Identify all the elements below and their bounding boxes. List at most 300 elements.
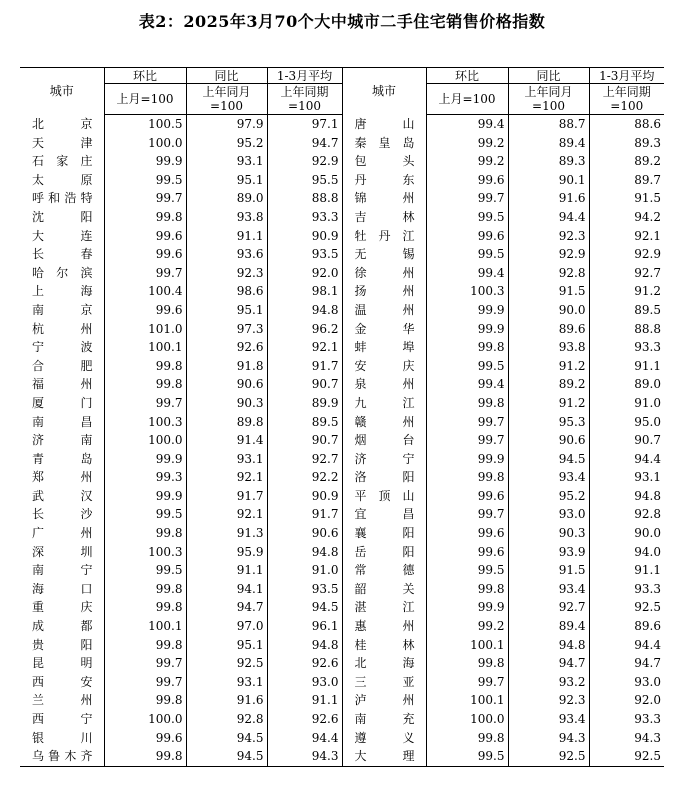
right-mom-value: 100.0 — [426, 710, 508, 729]
left-yoy-value: 93.6 — [186, 245, 267, 264]
left-mom-value: 100.1 — [104, 617, 186, 636]
left-avg-value: 93.5 — [267, 245, 342, 264]
right-yoy-value: 94.4 — [508, 208, 589, 227]
header-yoy-base-right: 上年同月 =100 — [508, 84, 589, 115]
left-avg-value: 94.7 — [267, 134, 342, 153]
table-row — [20, 543, 664, 562]
left-avg-value: 94.8 — [267, 543, 342, 562]
left-city-name: 南宁 — [20, 561, 104, 580]
right-city-name: 泸州 — [342, 691, 426, 710]
table-row — [20, 598, 664, 617]
right-city-name: 徐州 — [342, 264, 426, 283]
left-mom-value: 99.6 — [104, 245, 186, 264]
left-mom-value: 99.6 — [104, 227, 186, 246]
table-row — [20, 747, 664, 766]
left-mom-value: 99.5 — [104, 171, 186, 190]
table-row — [20, 227, 664, 246]
right-avg-value: 94.2 — [634, 209, 661, 224]
right-yoy-value: 90.3 — [508, 524, 589, 543]
left-avg-value: 92.9 — [267, 152, 342, 171]
right-avg-value: 91.2 — [634, 284, 661, 299]
right-city-name: 遵义 — [342, 729, 426, 748]
right-mom-value: 99.8 — [426, 338, 508, 357]
left-avg-value: 94.8 — [267, 301, 342, 320]
left-yoy-value: 91.1 — [186, 227, 267, 246]
table-row — [20, 691, 664, 710]
right-yoy-value: 93.0 — [508, 505, 589, 524]
left-yoy-value: 94.7 — [186, 598, 267, 617]
header-avg-base-right: 上年同期 =100 — [589, 84, 664, 115]
right-mom-value: 99.4 — [426, 375, 508, 394]
table-row — [20, 468, 664, 487]
table-row — [20, 245, 664, 264]
right-city-name: 吉林 — [342, 208, 426, 227]
right-avg-value: 93.0 — [634, 674, 661, 689]
table-row — [20, 208, 664, 227]
table-row — [20, 505, 664, 524]
right-city-name: 宜昌 — [342, 505, 426, 524]
left-city-name: 太原 — [20, 171, 104, 190]
left-city-name: 沈阳 — [20, 208, 104, 227]
left-city-name: 长春 — [20, 245, 104, 264]
left-mom-value: 99.8 — [104, 598, 186, 617]
left-mom-value: 99.8 — [104, 691, 186, 710]
left-yoy-value: 95.2 — [186, 134, 267, 153]
right-avg-value: 89.2 — [634, 154, 661, 169]
header-city-left: 城市 — [20, 68, 104, 115]
left-avg-value: 95.5 — [267, 171, 342, 190]
right-mom-value: 100.1 — [426, 636, 508, 655]
right-city-name: 赣州 — [342, 413, 426, 432]
right-avg-value: 92.5 — [634, 600, 661, 615]
left-mom-value: 100.0 — [104, 134, 186, 153]
left-yoy-value: 97.9 — [186, 115, 267, 134]
header-mom-left: 环比 — [104, 68, 186, 84]
left-city-name: 昆明 — [20, 654, 104, 673]
left-mom-value: 101.0 — [104, 320, 186, 339]
right-avg-value: 94.4 — [634, 637, 661, 652]
left-avg-value: 93.3 — [267, 208, 342, 227]
right-city-name: 大理 — [342, 747, 426, 766]
right-avg-value: 91.1 — [634, 563, 661, 578]
right-avg-value: 89.7 — [634, 172, 661, 187]
right-mom-value: 99.9 — [426, 320, 508, 339]
left-avg-value: 90.6 — [267, 524, 342, 543]
left-yoy-value: 92.8 — [186, 710, 267, 729]
right-mom-value: 99.2 — [426, 134, 508, 153]
left-mom-value: 99.8 — [104, 208, 186, 227]
right-yoy-value: 93.2 — [508, 673, 589, 692]
left-yoy-value: 95.1 — [186, 301, 267, 320]
table-row — [20, 282, 664, 301]
right-city-name: 泉州 — [342, 375, 426, 394]
left-avg-value: 91.7 — [267, 505, 342, 524]
right-city-name: 岳阳 — [342, 543, 426, 562]
left-avg-value: 91.1 — [267, 691, 342, 710]
right-city-name: 桂林 — [342, 636, 426, 655]
right-city-name: 秦皇岛 — [342, 134, 426, 153]
right-yoy-value: 92.3 — [508, 691, 589, 710]
left-yoy-value: 93.1 — [186, 450, 267, 469]
right-mom-value: 99.9 — [426, 450, 508, 469]
right-city-name: 洛阳 — [342, 468, 426, 487]
right-mom-value: 99.8 — [426, 468, 508, 487]
left-avg-value: 94.3 — [267, 747, 342, 766]
left-yoy-value: 92.5 — [186, 654, 267, 673]
right-avg-value: 94.3 — [634, 730, 661, 745]
right-mom-value: 99.6 — [426, 487, 508, 506]
right-avg-value: 92.8 — [634, 507, 661, 522]
right-city-name: 无锡 — [342, 245, 426, 264]
left-yoy-value: 94.5 — [186, 747, 267, 766]
left-mom-value: 99.9 — [104, 152, 186, 171]
right-yoy-value: 89.4 — [508, 617, 589, 636]
table-row — [20, 673, 664, 692]
right-yoy-value: 93.4 — [508, 710, 589, 729]
right-city-name: 丹东 — [342, 171, 426, 190]
left-avg-value: 94.5 — [267, 598, 342, 617]
right-mom-value: 99.6 — [426, 171, 508, 190]
right-city-name: 安庆 — [342, 357, 426, 376]
right-yoy-value: 90.0 — [508, 301, 589, 320]
right-avg-value: 91.5 — [634, 191, 661, 206]
right-mom-value: 99.8 — [426, 394, 508, 413]
left-yoy-value: 93.1 — [186, 152, 267, 171]
left-city-name: 深圳 — [20, 543, 104, 562]
right-mom-value: 99.5 — [426, 561, 508, 580]
left-city-name: 乌鲁木齐 — [20, 747, 104, 766]
right-mom-value: 99.8 — [426, 580, 508, 599]
left-mom-value: 99.6 — [104, 301, 186, 320]
left-mom-value: 100.4 — [104, 282, 186, 301]
right-city-name: 湛江 — [342, 598, 426, 617]
left-mom-value: 100.0 — [104, 710, 186, 729]
left-mom-value: 99.8 — [104, 580, 186, 599]
left-city-name: 杭州 — [20, 320, 104, 339]
right-city-name: 平顶山 — [342, 487, 426, 506]
right-city-name: 唐山 — [342, 115, 426, 134]
left-yoy-value: 94.5 — [186, 729, 267, 748]
table-row — [20, 561, 664, 580]
left-city-name: 兰州 — [20, 691, 104, 710]
left-yoy-value: 93.8 — [186, 208, 267, 227]
left-avg-value: 88.8 — [267, 189, 342, 208]
right-mom-value: 99.6 — [426, 543, 508, 562]
right-city-name: 北海 — [342, 654, 426, 673]
left-city-name: 南京 — [20, 301, 104, 320]
right-yoy-value: 89.2 — [508, 375, 589, 394]
right-mom-value: 99.7 — [426, 505, 508, 524]
left-avg-value: 97.1 — [267, 115, 342, 134]
table-row — [20, 152, 664, 171]
left-avg-value: 91.0 — [267, 561, 342, 580]
left-yoy-value: 89.0 — [186, 189, 267, 208]
right-avg-value: 92.5 — [589, 747, 664, 766]
table-row — [20, 375, 664, 394]
left-mom-value: 99.5 — [104, 561, 186, 580]
right-yoy-value: 91.5 — [508, 282, 589, 301]
left-avg-value: 94.8 — [267, 636, 342, 655]
table-row — [20, 134, 664, 153]
left-mom-value: 99.8 — [104, 375, 186, 394]
right-city-name: 温州 — [342, 301, 426, 320]
right-mom-value: 99.5 — [426, 747, 508, 766]
left-city-name: 海口 — [20, 580, 104, 599]
left-city-name: 南昌 — [20, 413, 104, 432]
left-mom-value: 99.7 — [104, 264, 186, 283]
left-avg-value: 90.9 — [267, 227, 342, 246]
right-mom-value: 99.7 — [426, 189, 508, 208]
right-city-name: 牡丹江 — [342, 227, 426, 246]
left-city-name: 长沙 — [20, 505, 104, 524]
right-mom-value: 99.5 — [426, 208, 508, 227]
header-avg-left: 1-3月平均 — [267, 68, 342, 84]
left-avg-value: 90.9 — [267, 487, 342, 506]
right-yoy-value: 92.9 — [508, 245, 589, 264]
left-city-name: 石家庄 — [20, 152, 104, 171]
left-avg-value: 92.0 — [267, 264, 342, 283]
right-avg-value: 94.4 — [634, 451, 661, 466]
right-yoy-value: 91.6 — [508, 189, 589, 208]
right-mom-value: 99.7 — [426, 413, 508, 432]
left-yoy-value: 91.1 — [186, 561, 267, 580]
right-yoy-value: 90.6 — [508, 431, 589, 450]
left-city-name: 武汉 — [20, 487, 104, 506]
left-mom-value: 100.3 — [104, 543, 186, 562]
left-yoy-value: 91.3 — [186, 524, 267, 543]
right-mom-value: 99.6 — [426, 524, 508, 543]
right-yoy-value: 89.6 — [508, 320, 589, 339]
right-mom-value: 99.9 — [426, 301, 508, 320]
left-city-name: 广州 — [20, 524, 104, 543]
right-city-name: 九江 — [342, 394, 426, 413]
right-mom-value: 99.9 — [426, 598, 508, 617]
right-yoy-value: 92.7 — [508, 598, 589, 617]
right-city-name: 金华 — [342, 320, 426, 339]
left-avg-value: 98.1 — [267, 282, 342, 301]
right-avg-value: 95.0 — [634, 414, 661, 429]
left-yoy-value: 95.9 — [186, 543, 267, 562]
right-mom-value: 99.8 — [426, 654, 508, 673]
left-avg-value: 92.1 — [267, 338, 342, 357]
table-row — [20, 524, 664, 543]
right-yoy-value: 95.3 — [508, 413, 589, 432]
right-city-name: 扬州 — [342, 282, 426, 301]
header-yoy-right: 同比 — [508, 68, 589, 84]
left-mom-value: 100.3 — [104, 413, 186, 432]
right-mom-value: 99.8 — [426, 729, 508, 748]
left-mom-value: 99.7 — [104, 654, 186, 673]
left-city-name: 青岛 — [20, 450, 104, 469]
left-mom-value: 99.8 — [104, 747, 186, 766]
right-mom-value: 100.1 — [426, 691, 508, 710]
left-avg-value: 92.6 — [267, 654, 342, 673]
left-yoy-value: 92.6 — [186, 338, 267, 357]
right-yoy-value: 88.7 — [508, 115, 589, 134]
right-avg-value: 94.0 — [634, 544, 661, 559]
left-yoy-value: 91.6 — [186, 691, 267, 710]
left-yoy-value: 89.8 — [186, 413, 267, 432]
left-yoy-value: 91.8 — [186, 357, 267, 376]
left-mom-value: 100.1 — [104, 338, 186, 357]
left-city-name: 济南 — [20, 431, 104, 450]
header-city-right: 城市 — [342, 68, 426, 115]
right-avg-value: 93.3 — [634, 340, 661, 355]
right-avg-value: 88.6 — [634, 117, 661, 131]
right-yoy-value: 93.8 — [508, 338, 589, 357]
left-avg-value: 93.5 — [267, 580, 342, 599]
table-row — [20, 189, 664, 208]
right-yoy-value: 94.7 — [508, 654, 589, 673]
right-mom-value: 99.2 — [426, 152, 508, 171]
left-avg-value: 90.7 — [267, 375, 342, 394]
left-city-name: 呼和浩特 — [20, 189, 104, 208]
left-mom-value: 99.6 — [104, 729, 186, 748]
left-mom-value: 99.8 — [104, 357, 186, 376]
table-row — [20, 301, 664, 320]
left-city-name: 哈尔滨 — [20, 264, 104, 283]
table-row — [20, 654, 664, 673]
table-row — [20, 450, 664, 469]
left-mom-value: 99.9 — [104, 487, 186, 506]
right-city-name: 包头 — [342, 152, 426, 171]
right-yoy-value: 94.3 — [508, 729, 589, 748]
right-yoy-value: 91.2 — [508, 357, 589, 376]
table-row — [20, 357, 664, 376]
right-mom-value: 99.4 — [426, 264, 508, 283]
left-yoy-value: 97.3 — [186, 320, 267, 339]
left-yoy-value: 90.3 — [186, 394, 267, 413]
header-avg-right: 1-3月平均 — [589, 68, 664, 84]
left-avg-value: 89.5 — [267, 413, 342, 432]
header-mom-right: 环比 — [426, 68, 508, 84]
right-yoy-value: 93.4 — [508, 468, 589, 487]
right-yoy-value: 91.2 — [508, 394, 589, 413]
right-avg-value: 89.5 — [634, 302, 661, 317]
right-yoy-value: 93.4 — [508, 580, 589, 599]
left-city-name: 天津 — [20, 134, 104, 153]
left-yoy-value: 92.1 — [186, 505, 267, 524]
right-yoy-value: 94.8 — [508, 636, 589, 655]
right-avg-value: 91.0 — [634, 395, 661, 410]
left-yoy-value: 91.4 — [186, 431, 267, 450]
right-yoy-value: 95.2 — [508, 487, 589, 506]
left-avg-value: 94.4 — [267, 729, 342, 748]
right-yoy-value: 92.3 — [508, 227, 589, 246]
left-city-name: 银川 — [20, 729, 104, 748]
right-avg-value: 94.7 — [634, 656, 661, 671]
table-row — [20, 636, 664, 655]
right-avg-value: 94.8 — [634, 488, 661, 503]
left-mom-value: 99.8 — [104, 524, 186, 543]
right-avg-value: 89.0 — [634, 377, 661, 392]
right-mom-value: 99.2 — [426, 617, 508, 636]
left-mom-value: 99.7 — [104, 189, 186, 208]
left-yoy-value: 98.6 — [186, 282, 267, 301]
left-city-name: 宁波 — [20, 338, 104, 357]
right-city-name: 惠州 — [342, 617, 426, 636]
right-city-name: 三亚 — [342, 673, 426, 692]
right-avg-value: 90.7 — [634, 433, 661, 448]
right-yoy-value: 90.1 — [508, 171, 589, 190]
right-city-name: 蚌埠 — [342, 338, 426, 357]
left-city-name: 成都 — [20, 617, 104, 636]
table-row — [20, 617, 664, 636]
left-mom-value: 99.8 — [104, 636, 186, 655]
left-mom-value: 100.5 — [104, 115, 186, 134]
left-mom-value: 99.3 — [104, 468, 186, 487]
right-mom-value: 100.3 — [426, 282, 508, 301]
left-city-name: 厦门 — [20, 394, 104, 413]
right-avg-value: 88.8 — [634, 321, 661, 336]
left-avg-value: 92.6 — [267, 710, 342, 729]
price-index-table — [20, 67, 664, 767]
left-yoy-value: 95.1 — [186, 636, 267, 655]
table-row — [20, 115, 664, 134]
right-yoy-value: 93.9 — [508, 543, 589, 562]
left-mom-value: 100.0 — [104, 431, 186, 450]
right-avg-value: 92.9 — [634, 247, 661, 262]
header-avg-base-left: 上年同期 =100 — [267, 84, 342, 115]
left-avg-value: 92.2 — [267, 468, 342, 487]
left-city-name: 西安 — [20, 673, 104, 692]
left-yoy-value: 93.1 — [186, 673, 267, 692]
header-yoy-base-left: 上年同月 =100 — [186, 84, 267, 115]
left-city-name: 重庆 — [20, 598, 104, 617]
header-yoy-left: 同比 — [186, 68, 267, 84]
left-yoy-value: 90.6 — [186, 375, 267, 394]
right-city-name: 常德 — [342, 561, 426, 580]
left-yoy-value: 94.1 — [186, 580, 267, 599]
right-mom-value: 99.7 — [426, 673, 508, 692]
right-mom-value: 99.6 — [426, 227, 508, 246]
right-city-name: 烟台 — [342, 431, 426, 450]
right-avg-value: 93.3 — [634, 581, 661, 596]
right-avg-value: 89.3 — [634, 135, 661, 150]
page-title: 表2：2025年3月70个大中城市二手住宅销售价格指数 — [138, 12, 546, 31]
table-row — [20, 729, 664, 748]
left-avg-value: 93.0 — [267, 673, 342, 692]
right-yoy-value: 91.5 — [508, 561, 589, 580]
header-mom-base-left: 上月=100 — [104, 84, 186, 115]
table-row — [20, 338, 664, 357]
table-row — [20, 580, 664, 599]
right-avg-value: 93.3 — [634, 712, 661, 726]
left-city-name: 大连 — [20, 227, 104, 246]
left-avg-value: 96.2 — [267, 320, 342, 339]
left-avg-value: 92.7 — [267, 450, 342, 469]
right-avg-value: 89.6 — [634, 619, 661, 634]
right-city-name: 济宁 — [342, 450, 426, 469]
right-yoy-value: 92.5 — [508, 747, 589, 766]
header-mom-base-right: 上月=100 — [426, 84, 508, 115]
right-yoy-value: 94.5 — [508, 450, 589, 469]
left-city-name: 贵阳 — [20, 636, 104, 655]
right-city-name: 锦州 — [342, 189, 426, 208]
left-city-name: 合肥 — [20, 357, 104, 376]
table-row — [20, 413, 664, 432]
table-row — [20, 171, 664, 190]
left-yoy-value: 92.3 — [186, 264, 267, 283]
left-yoy-value: 91.7 — [186, 487, 267, 506]
table-row — [20, 264, 664, 283]
left-yoy-value: 92.1 — [186, 468, 267, 487]
table-row — [20, 320, 664, 339]
left-yoy-value: 95.1 — [186, 171, 267, 190]
right-avg-value: 90.0 — [634, 526, 661, 541]
left-city-name: 西宁 — [20, 710, 104, 729]
left-mom-value: 99.9 — [104, 450, 186, 469]
